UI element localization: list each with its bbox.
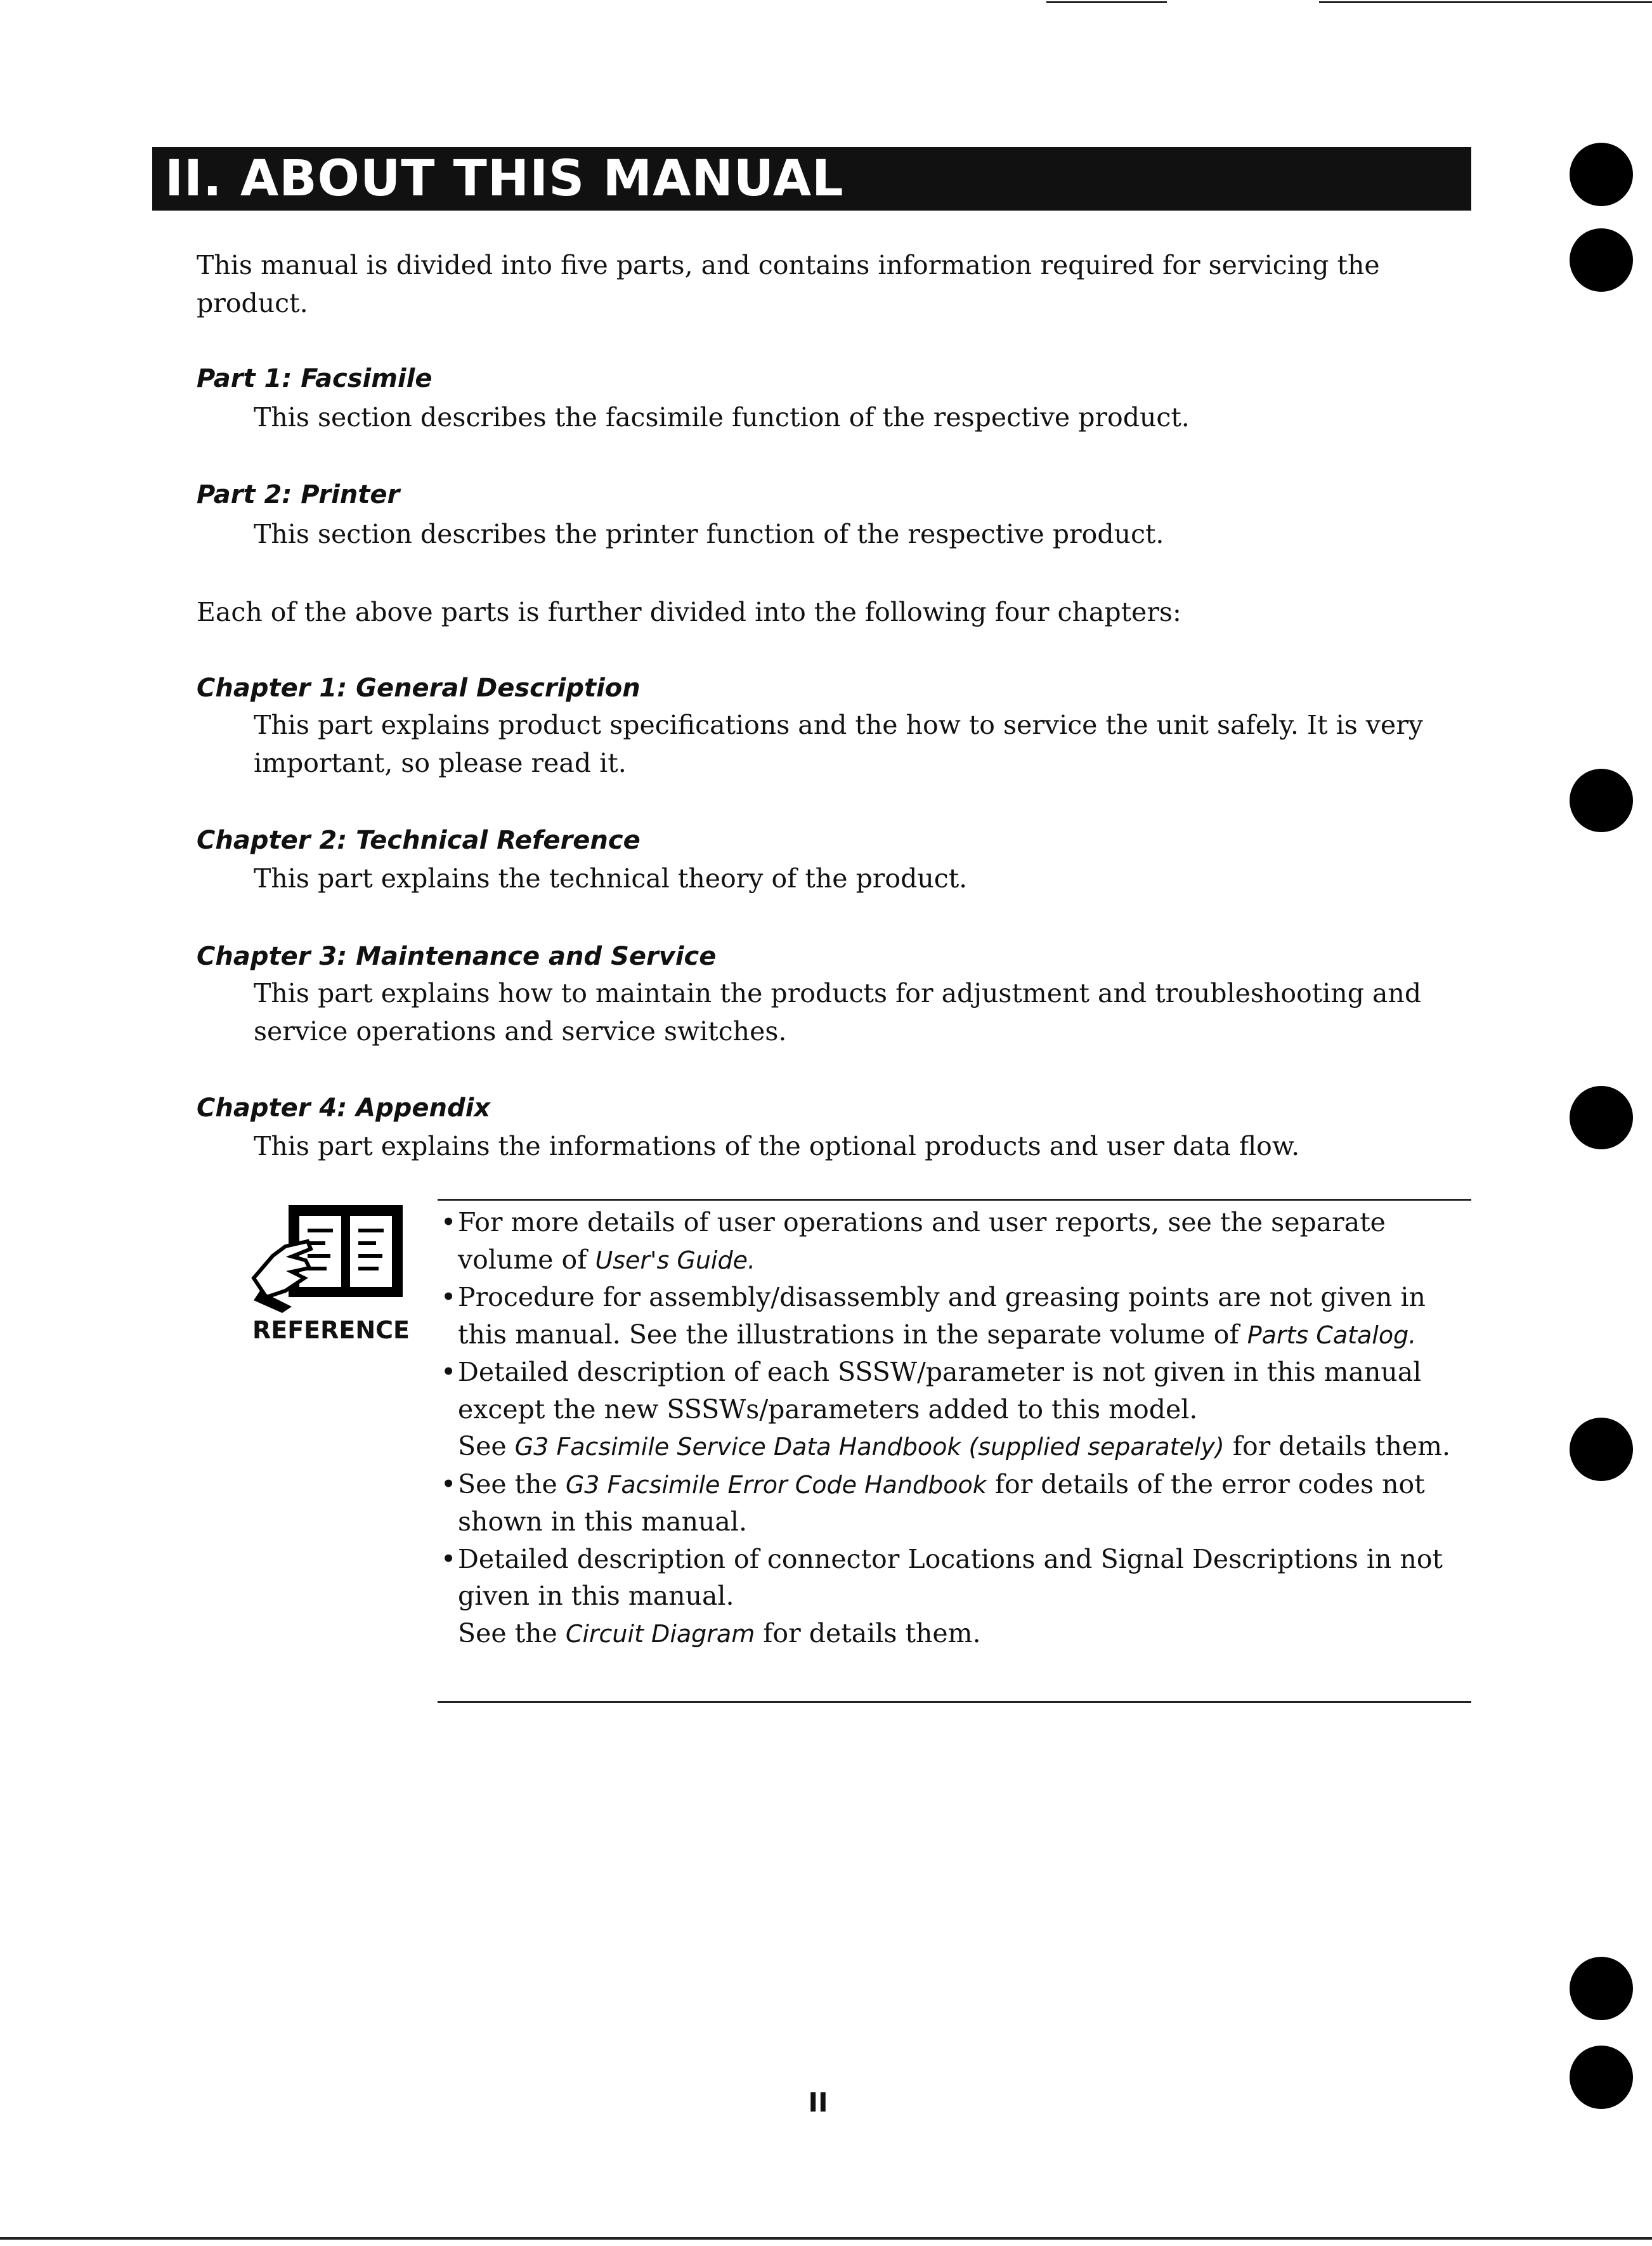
chapter-3-text: This part explains how to maintain the products for adjustment and troubleshooting and service operations and service switches.	[254, 978, 1422, 1047]
top-rule-left	[1046, 1, 1167, 3]
chapters-intro: Each of the above parts is further divided into the following four chapters:	[197, 597, 1181, 627]
page-title: II. ABOUT THIS MANUAL	[152, 147, 1471, 211]
bullet-icon: •	[441, 1468, 457, 1499]
list-item: • Detailed description of each SSSW/parameter is not given in this manual except the new SSSWs/parameters added to this model. See G3 Facsimile Service Data Handbook (supplied separately) for details them.	[441, 1354, 1471, 1466]
bullet-icon: •	[441, 1282, 457, 1312]
part-1-text: This section describes the facsimile function of the respective product.	[254, 402, 1190, 433]
reference-notes-list	[441, 1204, 1471, 1652]
binder-hole-3	[1570, 769, 1633, 832]
bullet-icon: •	[441, 1207, 457, 1237]
notes-bottom-rule	[438, 1701, 1471, 1703]
binder-hole-1	[1570, 143, 1633, 206]
binder-hole-6	[1570, 1957, 1633, 2020]
chapter-1-heading: Chapter 1: General Description	[197, 674, 641, 703]
chapter-2-heading: Chapter 2: Technical Reference	[197, 826, 641, 855]
top-rule-right	[1319, 1, 1652, 3]
list-item: • See the G3 Facsimile Error Code Handbook for details of the error codes not shown in this manual.	[441, 1466, 1471, 1541]
chapter-2-text: This part explains the technical theory of the product.	[254, 863, 968, 894]
list-item: • For more details of user operations and user reports, see the separate volume of User's Guide.	[441, 1204, 1471, 1279]
part-1-heading: Part 1: Facsimile	[197, 364, 433, 393]
part-2-text: This section describes the printer function of the respective product.	[254, 519, 1164, 549]
bottom-rule	[0, 2237, 1652, 2240]
chapter-4-text: This part explains the informations of the optional products and user data flow.	[254, 1131, 1300, 1161]
binder-hole-4	[1570, 1086, 1633, 1149]
list-item: • Detailed description of connector Locations and Signal Descriptions in not given in this manual. See the Circuit Diagram for details them.	[441, 1541, 1471, 1653]
reference-label: REFERENCE	[252, 1316, 410, 1344]
chapter-1-text: This part explains product specifications and the how to service the unit safely. It is very important, so please read it.	[254, 710, 1423, 778]
chapter-3-heading: Chapter 3: Maintenance and Service	[197, 942, 717, 971]
bullet-icon: •	[441, 1357, 457, 1387]
bullet-icon: •	[441, 1543, 457, 1574]
page-number: II	[808, 2087, 828, 2118]
chapter-4-heading: Chapter 4: Appendix	[197, 1094, 491, 1123]
binder-hole-5	[1570, 1418, 1633, 1481]
list-item: • Procedure for assembly/disassembly and greasing points are not given in this manual. See the illustrations in the separate volume of Parts Catalog.	[441, 1279, 1471, 1354]
intro-paragraph: This manual is divided into five parts, and contains information required for servicing the product.	[197, 250, 1380, 318]
notes-top-rule	[438, 1199, 1471, 1201]
binder-hole-7	[1570, 2046, 1633, 2109]
binder-hole-2	[1570, 228, 1633, 292]
part-2-heading: Part 2: Printer	[197, 480, 400, 509]
